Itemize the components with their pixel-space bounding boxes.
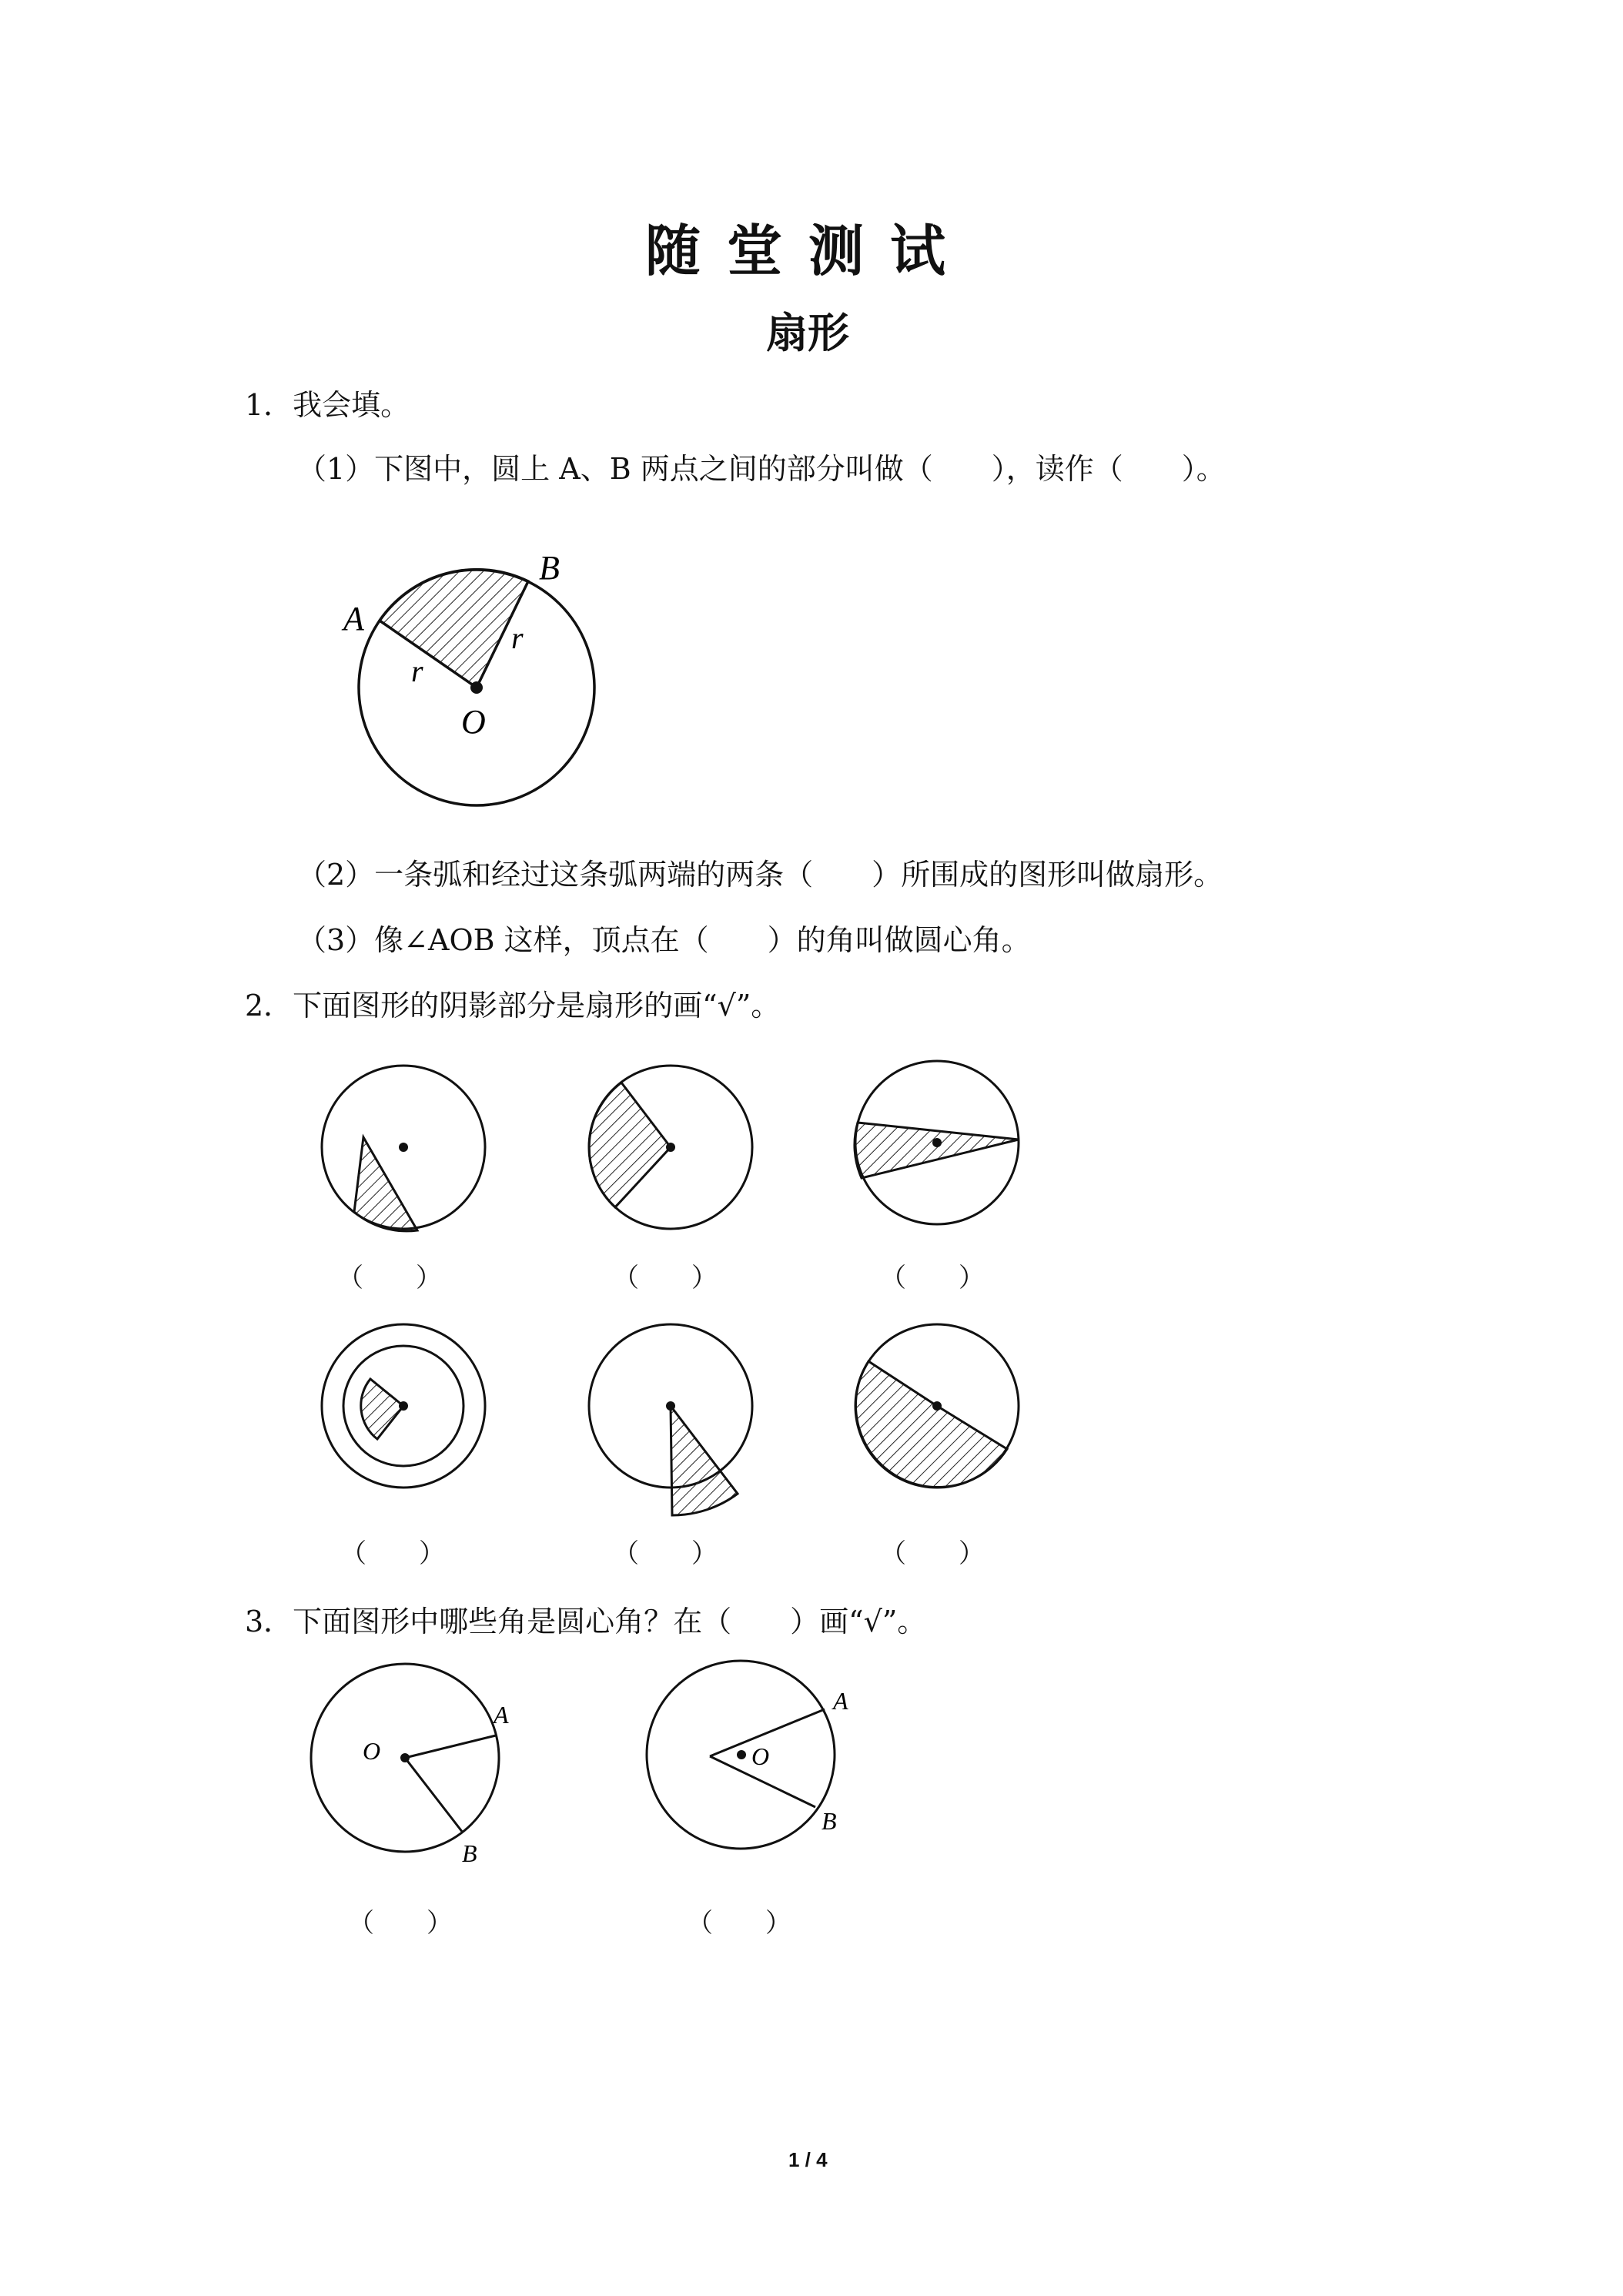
q2-answer-blank-2[interactable]: （ ） — [613, 1263, 718, 1294]
circle-sector-figure — [341, 549, 594, 805]
question-1-heading: 1．我会填。 — [245, 388, 410, 422]
q3-figure-2 — [647, 1661, 848, 1849]
q2-answer-blank-3[interactable]: （ ） — [880, 1263, 985, 1294]
question-3-heading: 3．下面图形中哪些角是圆心角？在（ ）画“√”。 — [245, 1605, 927, 1638]
label-b: B — [539, 549, 560, 587]
shaded-sector — [380, 570, 528, 688]
question-1-part-1: （1）下图中，圆上 A、B 两点之间的部分叫做（ ），读作（ ）。 — [297, 452, 1226, 486]
q2-figure-3 — [855, 1061, 1019, 1224]
q3-fig2-label-b: B — [822, 1807, 837, 1835]
page-title: 随堂测试 — [645, 219, 972, 283]
q3-answer-blank-1[interactable]: （ ） — [348, 1908, 453, 1939]
label-o: O — [461, 703, 486, 741]
q2-figure-5 — [589, 1324, 752, 1515]
q2-answer-blank-1[interactable]: （ ） — [337, 1263, 442, 1294]
q3-figure-1 — [311, 1664, 509, 1867]
q3-fig2-label-o: O — [751, 1742, 770, 1770]
q2-figure-2 — [589, 1066, 752, 1229]
label-a: A — [343, 600, 364, 638]
label-r-right: r — [511, 621, 524, 655]
page-subtitle: 扇形 — [766, 309, 849, 357]
q3-fig2-label-a: A — [833, 1687, 848, 1715]
q3-fig1-label-o: O — [363, 1737, 381, 1765]
label-r-left: r — [411, 654, 423, 688]
q2-figure-1 — [322, 1066, 485, 1231]
q2-answer-blank-5[interactable]: （ ） — [613, 1538, 718, 1569]
question-2-heading: 2．下面图形的阴影部分是扇形的画“√”。 — [245, 989, 781, 1022]
q3-answer-blank-2[interactable]: （ ） — [687, 1908, 791, 1939]
q2-figure-4 — [322, 1324, 485, 1488]
q2-figure-6 — [855, 1324, 1019, 1488]
center-point — [470, 681, 483, 694]
question-1-part-2: （2）一条弧和经过这条弧两端的两条（ ）所围成的图形叫做扇形。 — [297, 858, 1223, 892]
q3-fig1-label-a: A — [494, 1701, 509, 1729]
question-1-part-3: （3）像∠AOB 这样，顶点在（ ）的角叫做圆心角。 — [297, 923, 1031, 957]
page-number: 1 / 4 — [788, 2148, 828, 2171]
q2-answer-blank-4[interactable]: （ ） — [340, 1538, 445, 1569]
q2-answer-blank-6[interactable]: （ ） — [880, 1538, 985, 1569]
q3-fig1-label-b: B — [462, 1839, 477, 1867]
